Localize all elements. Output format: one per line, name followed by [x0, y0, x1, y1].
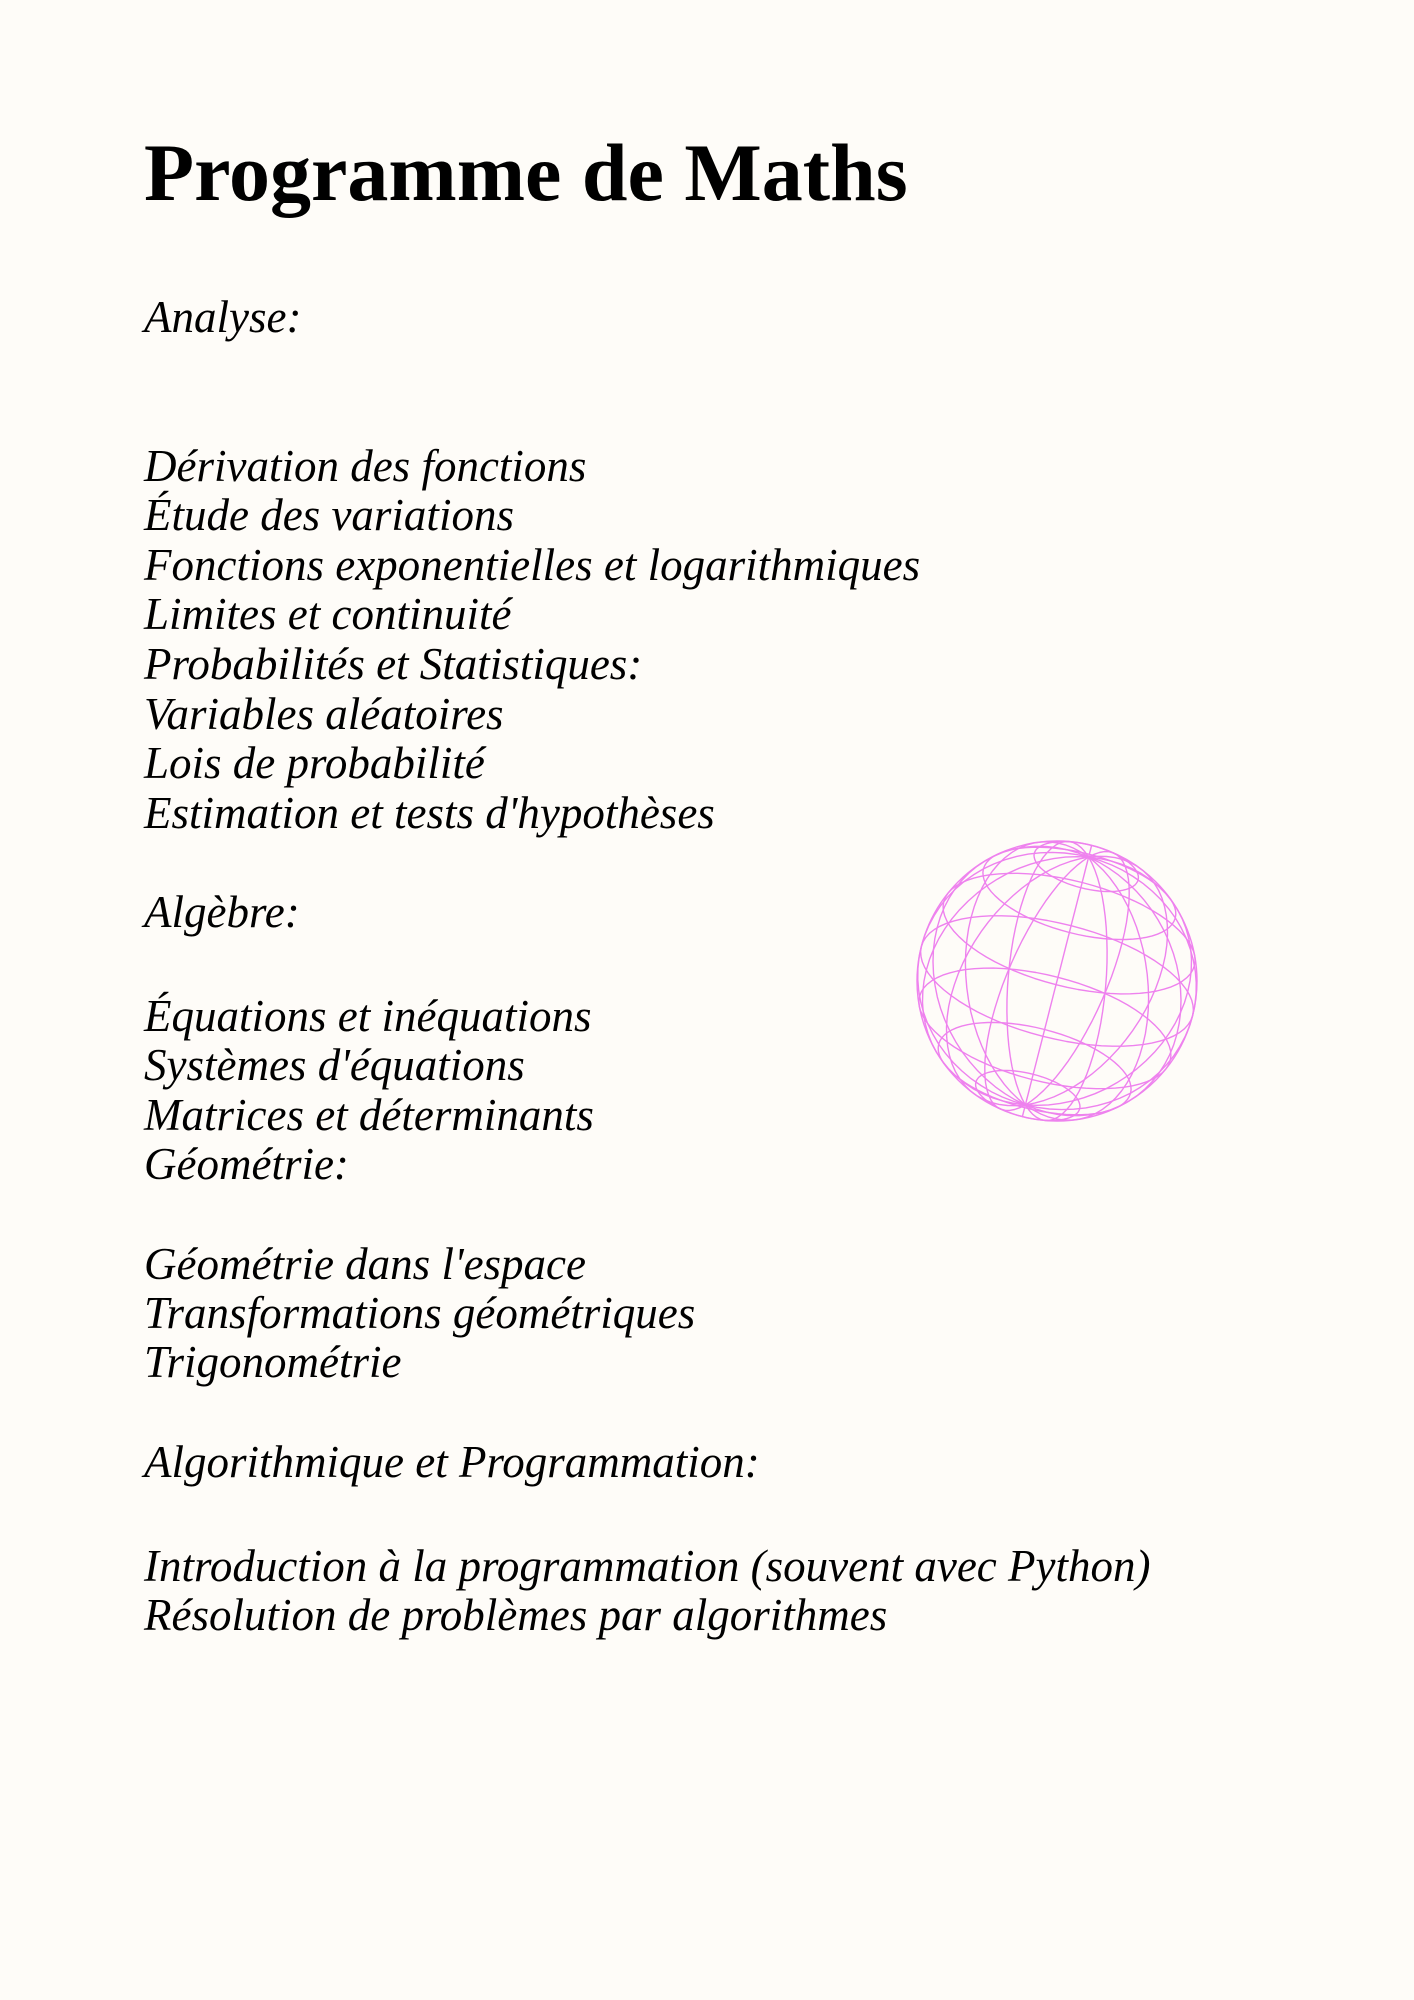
list-item: Dérivation des fonctions	[144, 441, 587, 491]
list-item: Limites et continuité	[144, 589, 512, 639]
list-item: Transformations géométriques	[144, 1288, 696, 1338]
section-heading-analyse: Analyse:	[144, 292, 302, 342]
page-title: Programme de Maths	[144, 127, 908, 218]
list-item: Systèmes d'équations	[144, 1040, 525, 1090]
list-item: Résolution de problèmes par algorithmes	[144, 1590, 888, 1640]
list-item: Trigonométrie	[144, 1337, 402, 1387]
list-item: Géométrie dans l'espace	[144, 1239, 587, 1289]
section-heading-geometrie: Géométrie:	[144, 1139, 349, 1189]
list-item: Lois de probabilité	[144, 738, 485, 788]
list-item: Fonctions exponentielles et logarithmiques	[144, 540, 921, 590]
list-item: Matrices et déterminants	[144, 1090, 594, 1140]
section-heading-algebre: Algèbre:	[144, 887, 300, 937]
list-item: Variables aléatoires	[144, 689, 504, 739]
wireframe-globe-icon	[912, 836, 1202, 1126]
list-item: Étude des variations	[144, 490, 514, 540]
list-item: Introduction à la programmation (souvent avec Python)	[144, 1541, 1151, 1591]
list-item: Équations et inéquations	[144, 991, 592, 1041]
section-heading-algorithmique: Algorithmique et Programmation:	[144, 1437, 760, 1487]
section-heading-probabilites: Probabilités et Statistiques:	[144, 639, 643, 689]
list-item: Estimation et tests d'hypothèses	[144, 788, 715, 838]
